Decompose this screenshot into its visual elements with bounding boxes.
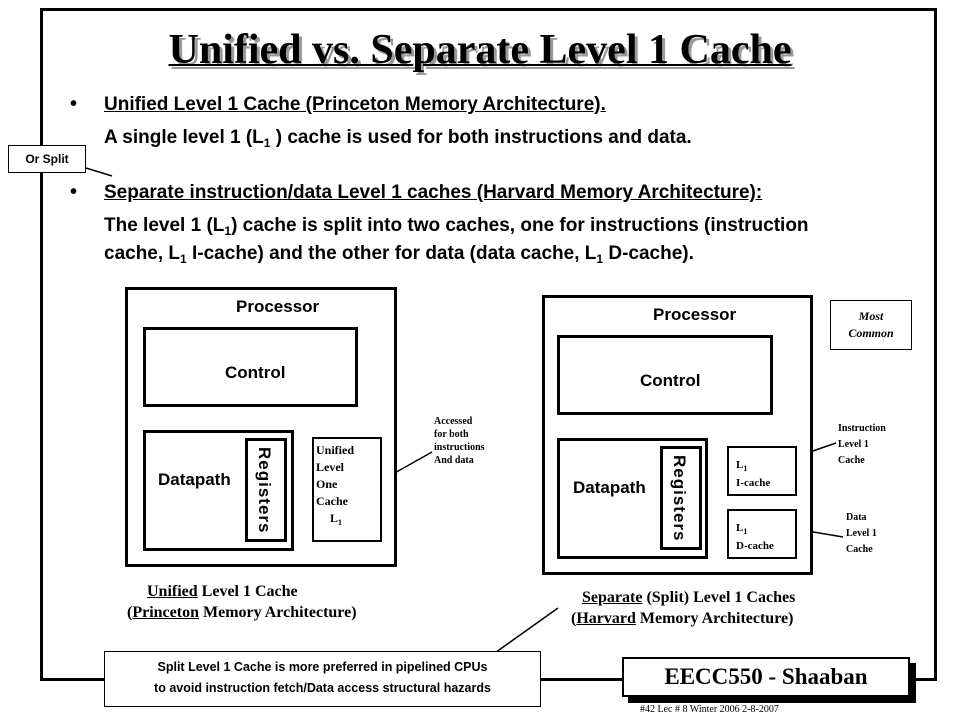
subscript: 1 (180, 252, 187, 266)
icache-name: I-cache (736, 477, 771, 489)
text: ) cache is split into two caches, one for instructions (instruction (231, 215, 809, 236)
cache-l1 (316, 510, 354, 531)
left-caption-line1 (147, 583, 298, 601)
subscript: 1 (338, 518, 343, 527)
text: ( (127, 604, 133, 621)
text: Princeton (132, 604, 199, 621)
annotation-line: And data (434, 455, 474, 466)
text: L (736, 522, 744, 534)
most-common-box (830, 300, 912, 350)
left-processor-label: Processor (236, 297, 320, 316)
bullet-dot: • (70, 93, 78, 115)
text: Memory Architecture) (198, 604, 357, 621)
annotation-line: for both (434, 429, 469, 440)
text: Unified (147, 583, 198, 600)
data-note (846, 510, 877, 558)
note-line: Level 1 (846, 528, 877, 539)
right-caption-line2 (571, 610, 793, 628)
dcache-l1 (736, 521, 774, 539)
instr-note (838, 421, 886, 469)
note-line: Data (846, 512, 867, 523)
icache-l1 (736, 458, 770, 476)
left-datapath-label: Datapath (158, 470, 231, 489)
dcache-name: D-cache (736, 540, 774, 552)
cache-line: Level (316, 460, 344, 474)
text: A single level 1 (L (104, 127, 264, 148)
or-split-label: Or Split (25, 152, 69, 166)
text: (Split) Level 1 Caches (642, 589, 796, 606)
most-common-line: Most (858, 309, 884, 323)
text: L (330, 511, 339, 525)
text: Harvard (576, 610, 636, 627)
note-line: Cache (846, 544, 873, 555)
text: Level 1 Cache (197, 583, 298, 600)
text: I-cache) and the other for data (data cache, L (186, 243, 597, 264)
note-line: Level 1 (838, 439, 869, 450)
most-common-line: Common (848, 326, 894, 340)
footer-brand (622, 657, 910, 697)
text: Memory Architecture) (635, 610, 794, 627)
text: D-cache). (603, 243, 694, 264)
cache-line: Unified (316, 443, 355, 457)
left-caption-line2 (127, 604, 357, 622)
split-cache-note (104, 651, 541, 707)
dcache-label (736, 521, 774, 553)
footer-info: #42 Lec # 8 Winter 2006 2-8-2007 (640, 704, 779, 715)
note-line: Cache (838, 455, 865, 466)
bullet-2-heading: Separate instruction/data Level 1 caches (Harvard Memory Architecture): (104, 182, 763, 203)
right-datapath-label: Datapath (573, 478, 646, 497)
left-annotation (434, 415, 485, 467)
note-line: to avoid instruction fetch/Data access structural hazards (154, 681, 491, 695)
right-caption-line1 (582, 589, 795, 607)
cache-line: Cache (316, 494, 348, 508)
text: ( (571, 610, 577, 627)
note-connector (492, 608, 558, 655)
subscript: 1 (743, 464, 748, 473)
bullet-dot: • (70, 181, 78, 203)
or-split-connector (86, 168, 112, 176)
text: Separate (582, 589, 643, 606)
right-control-label: Control (640, 371, 701, 390)
left-registers-label: Registers (255, 447, 274, 534)
annotation-line: Accessed (434, 416, 473, 427)
text: ) cache is used for both instructions and data. (270, 127, 692, 148)
right-registers-label: Registers (670, 455, 689, 542)
note-line: Split Level 1 Cache is more preferred in pipelined CPUs (157, 660, 488, 674)
text: The level 1 (L (104, 215, 225, 236)
subscript: 1 (743, 527, 748, 536)
subscript: 1 (263, 136, 271, 150)
right-processor-label: Processor (653, 305, 737, 324)
footer-brand-label: EECC550 - Shaaban (664, 664, 868, 689)
subscript: 1 (224, 224, 232, 238)
text: cache, L (104, 243, 181, 264)
cache-line: One (316, 477, 338, 491)
left-control-label: Control (225, 363, 286, 382)
bullet-1-heading: Unified Level 1 Cache (Princeton Memory Architecture). (104, 94, 606, 115)
annotation-line: instructions (434, 442, 485, 453)
left-unified-cache-label (316, 442, 354, 531)
subscript: 1 (596, 252, 604, 266)
slide-title: Unified vs. Separate Level 1 Cache (168, 27, 792, 73)
note-line: Instruction (838, 423, 886, 434)
icache-label (736, 458, 770, 490)
text: L (736, 459, 744, 471)
